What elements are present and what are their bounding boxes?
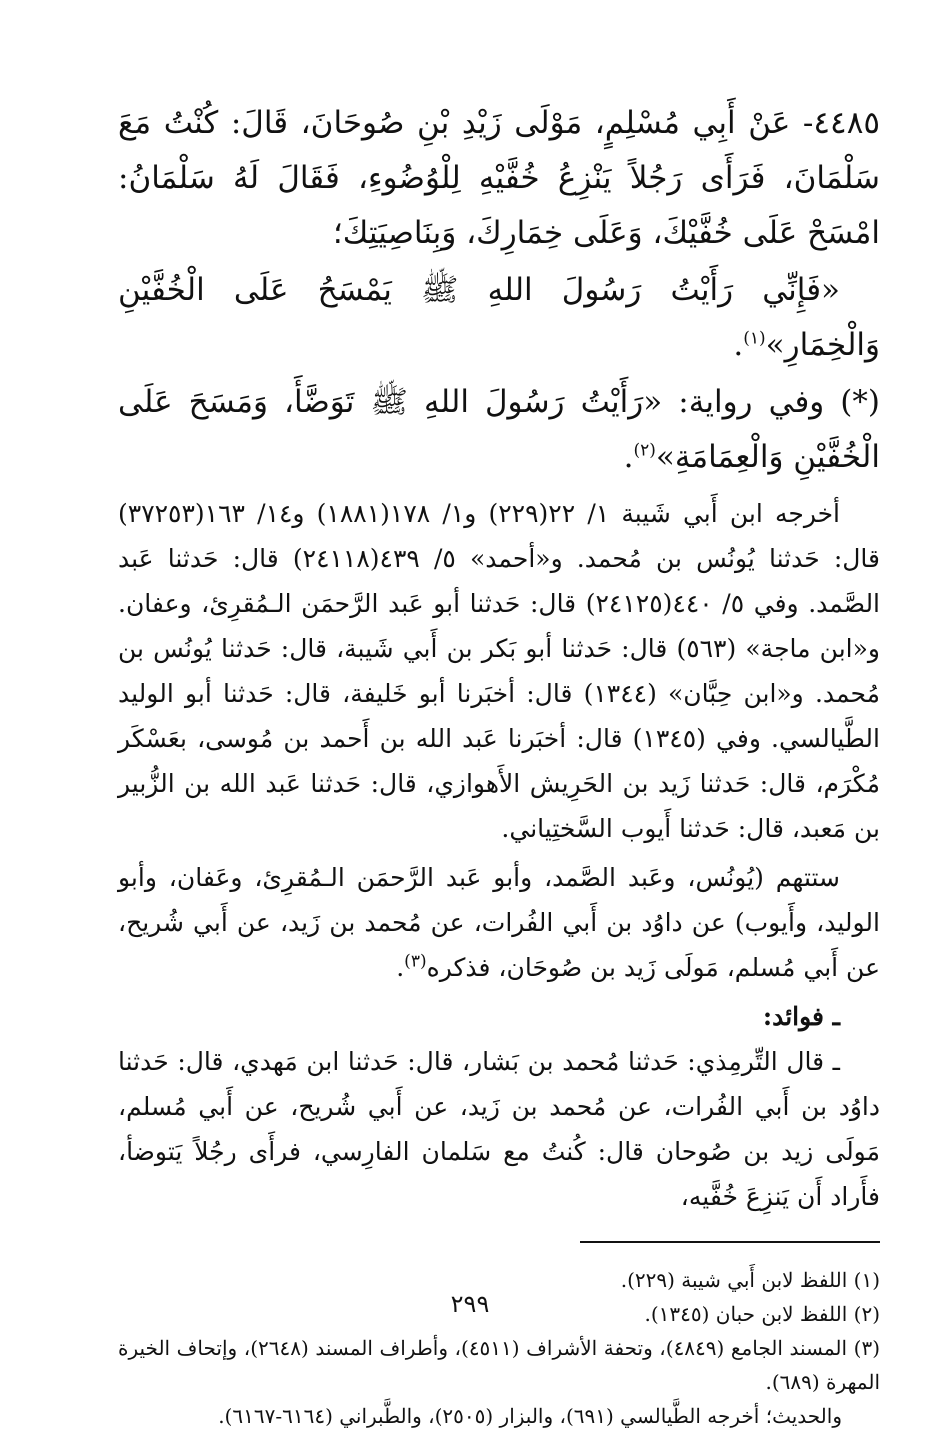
sanad-end: . [396, 953, 405, 982]
hadith-main-text [118, 96, 880, 261]
hadith-text: ٤٤٨٥- عَنْ أَبِي مُسْلِمٍ، مَوْلَى زَيْدِ بْنِ صُوحَانَ، قَالَ: كُنْتُ مَعَ سَلْمَانَ، فَرَأَى رَجُلاً يَنْزِعُ خُفَّيْهِ لِلْوُضُوءِ، فَقَالَ لَهُ سَلْمَانُ: امْسَحْ عَلَى خُفَّيْكَ، وَعَلَى خِمَارِكَ، وَبِنَاصِيَتِكَ؛ [118, 105, 880, 251]
footnotes [118, 1263, 880, 1433]
variant-text: (*) وفي رواية: «رَأَيْتُ رَسُولَ اللهِ ﷺ تَوَضَّأَ، وَمَسَحَ عَلَى الْخُفَّيْنِ وَالْعِمَامَةِ» [118, 384, 880, 475]
page-number: ٢٩٩ [450, 1290, 490, 1318]
book-page [118, 96, 880, 1433]
footnote-ref-2[interactable]: (٢) [633, 440, 656, 461]
footnote-1: (١) اللفظ لابن أَبي شيبة (٢٢٩). [620, 1268, 880, 1292]
footnote-ref-3[interactable]: (٣) [404, 951, 427, 972]
footnote-3: (٣) المسند الجامع (٤٨٤٩)، وتحفة الأشراف (٤٥١١)، وأطراف المسند (٢٦٤٨)، وإتحاف الخيرة المهرة (٦٨٩). [118, 1336, 880, 1394]
hadith-variant-narration [118, 375, 880, 485]
hadith-prophetic-quote [118, 263, 880, 373]
fawaid-body: ـ قال التِّرمِذي: حَدثنا مُحمد بن بَشار، قال: حَدثنا ابن مَهدي، قال: حَدثنا داوُد بن أَبي الفُرات، عن مُحمد بن زَيد، عن أَبي شُريح، عن أَبي مُسلم، مَولَى زيد بن صُوحان قال: كُنتُ مع سَلمان الفارِسي، فرأَى رجُلاً يَتوضأ، فأَراد أَن يَنزِعَ خُفَّيه، [118, 1047, 880, 1211]
takhrij-paragraph: أخرجه ابن أَبي شَيبة ١/ ٢٢(٢٢٩) و١/ ١٧٨(١٨٨١) و١٤/ ١٦٣(٣٧٢٥٣) قال: حَدثنا يُونُس بن مُحمد. و«أحمد» ٥/ ٤٣٩(٢٤١١٨) قال: حَدثنا عَبد الصَّمد. وفي ٥/ ٤٤٠(٢٤١٢٥) قال: حَدثنا أبو عَبد الرَّحمَن الـمُقرِئ، وعفان. و«ابن ماجة» (٥٦٣) قال: حَدثنا أبو بَكر بن أَبي شَيبة، قال: حَدثنا يُونُس بن مُحمد. و«ابن حِبَّان» (١٣٤٤) قال: أخبَرنا أبو خَليفة، قال: حَدثنا أبو الوليد الطَّيالسي. وفي (١٣٤٥) قال: أخبَرنا عَبد الله بن أَحمد بن مُوسى، بعَسْكَر مُكْرَم، قال: حَدثنا زَيد بن الحَرِيش الأَهوازي، قال: حَدثنا عَبد الله بن الزُّبير بن مَعبد، قال: حَدثنا أَيوب السَّختِياني. [118, 499, 881, 843]
variant-end: . [623, 439, 634, 475]
footnote-separator [580, 1241, 880, 1243]
sanad-paragraph [118, 855, 880, 990]
quote-text: «فَإِنِّي رَأَيْتُ رَسُولَ اللهِ ﷺ يَمْسَحُ عَلَى الْخُفَّيْنِ وَالْخِمَارِ» [118, 272, 880, 363]
footnote-2: (٢) اللفظ لابن حبان (١٣٤٥). [644, 1302, 880, 1326]
footnote-3-continuation: والحديث؛ أخرجه الطَّيالسي (٦٩١)، والبزار (٢٥٠٥)، والطَّبراني (٦١٦٤-٦١٦٧). [218, 1404, 842, 1428]
sanad-text: ستتهم (يُونُس، وعَبد الصَّمد، وأبو عَبد الرَّحمَن الـمُقرِئ، وعَفان، وأبو الوليد، وأَيوب) عن داوُد بن أَبي الفُرات، عن مُحمد بن زَيد، عن أَبي شُريح، عن أَبي مُسلم، مَولَى زَيد بن صُوحَان، فذكره [118, 863, 880, 982]
footnote-ref-1[interactable]: (١) [743, 328, 766, 349]
fawaid-heading: ـ فوائد: [762, 1002, 840, 1031]
quote-end: . [733, 327, 744, 363]
